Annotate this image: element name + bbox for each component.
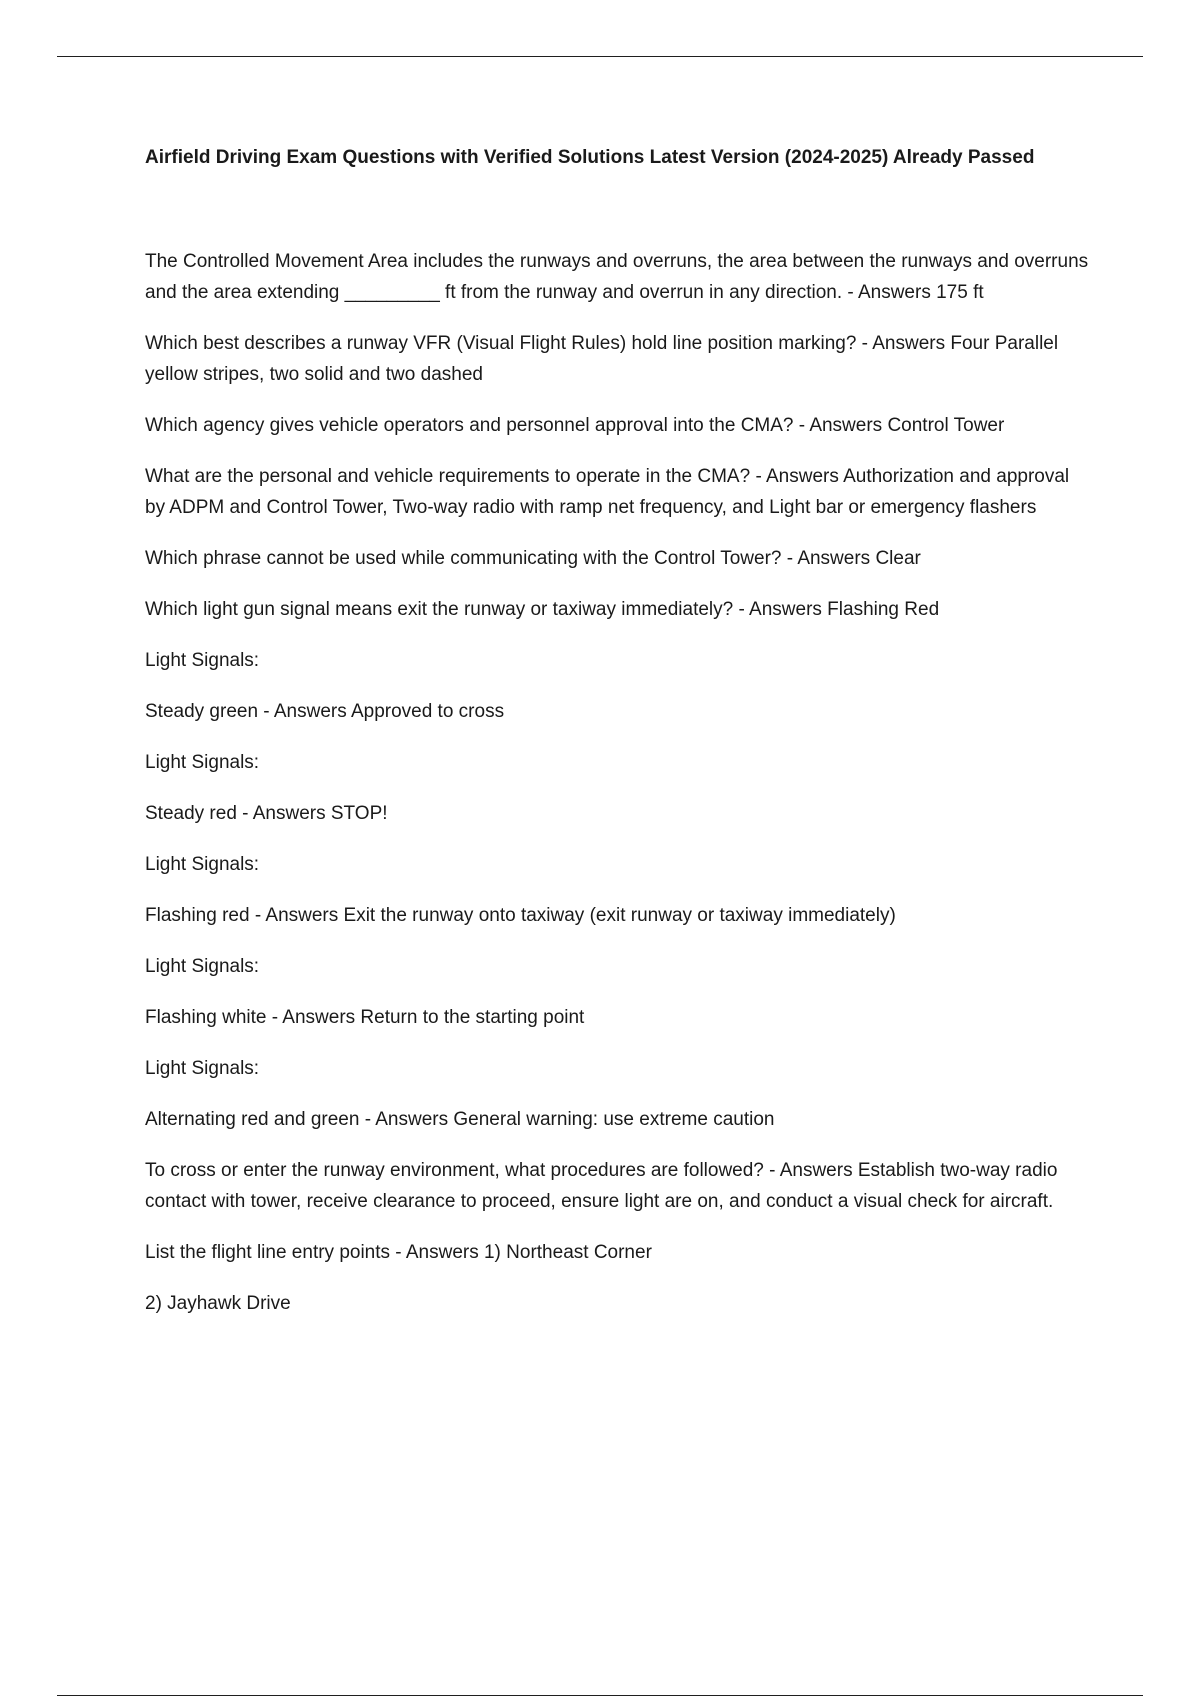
paragraph-12: Flashing red - Answers Exit the runway onto taxiway (exit runway or taxiway immediately) (145, 905, 896, 926)
footer-divider (57, 1695, 1143, 1696)
paragraph-3: Which agency gives vehicle operators and personnel approval into the CMA? - Answers Control Tower (145, 415, 1005, 436)
paragraph-13: Light Signals: (145, 956, 260, 977)
paragraph-16: Alternating red and green - Answers General warning: use extreme caution (145, 1109, 775, 1130)
paragraph-5: Which phrase cannot be used while communicating with the Control Tower? - Answers Clear (145, 548, 921, 569)
document-title: Airfield Driving Exam Questions with Verified Solutions Latest Version (2024-2025) Already Passed (145, 147, 1035, 168)
paragraph-18: List the flight line entry points - Answers 1) Northeast Corner (145, 1242, 652, 1263)
paragraph-1: The Controlled Movement Area includes the runways and overruns, the area between the runways and overruns and the area extending _________ ft from the runway and overrun in any direction. - Answers 175 ft (145, 251, 1089, 303)
paragraph-10: Steady red - Answers STOP! (145, 803, 388, 824)
header-divider (57, 56, 1143, 57)
paragraph-15: Light Signals: (145, 1058, 260, 1079)
paragraph-4: What are the personal and vehicle requirements to operate in the CMA? - Answers Authorization and approval by ADPM and Control Tower, Two-way radio with ramp net frequency, and Light bar or emergency flashers (145, 466, 1070, 518)
paragraph-17: To cross or enter the runway environment, what procedures are followed? - Answers Establish two-way radio contact with tower, receive clearance to proceed, ensure light are on, and conduct a visual check for aircraft. (145, 1160, 1058, 1212)
paragraph-9: Light Signals: (145, 752, 260, 773)
paragraph-14: Flashing white - Answers Return to the starting point (145, 1007, 585, 1028)
paragraph-8: Steady green - Answers Approved to cross (145, 701, 505, 722)
paragraph-6: Which light gun signal means exit the runway or taxiway immediately? - Answers Flashing Red (145, 599, 940, 620)
paragraph-7: Light Signals: (145, 650, 260, 671)
paragraph-11: Light Signals: (145, 854, 260, 875)
document-body (145, 246, 1090, 1339)
paragraph-19: 2) Jayhawk Drive (145, 1293, 291, 1314)
paragraph-2: Which best describes a runway VFR (Visual Flight Rules) hold line position marking? - Answers Four Parallel yellow stripes, two solid and two dashed (145, 333, 1059, 385)
